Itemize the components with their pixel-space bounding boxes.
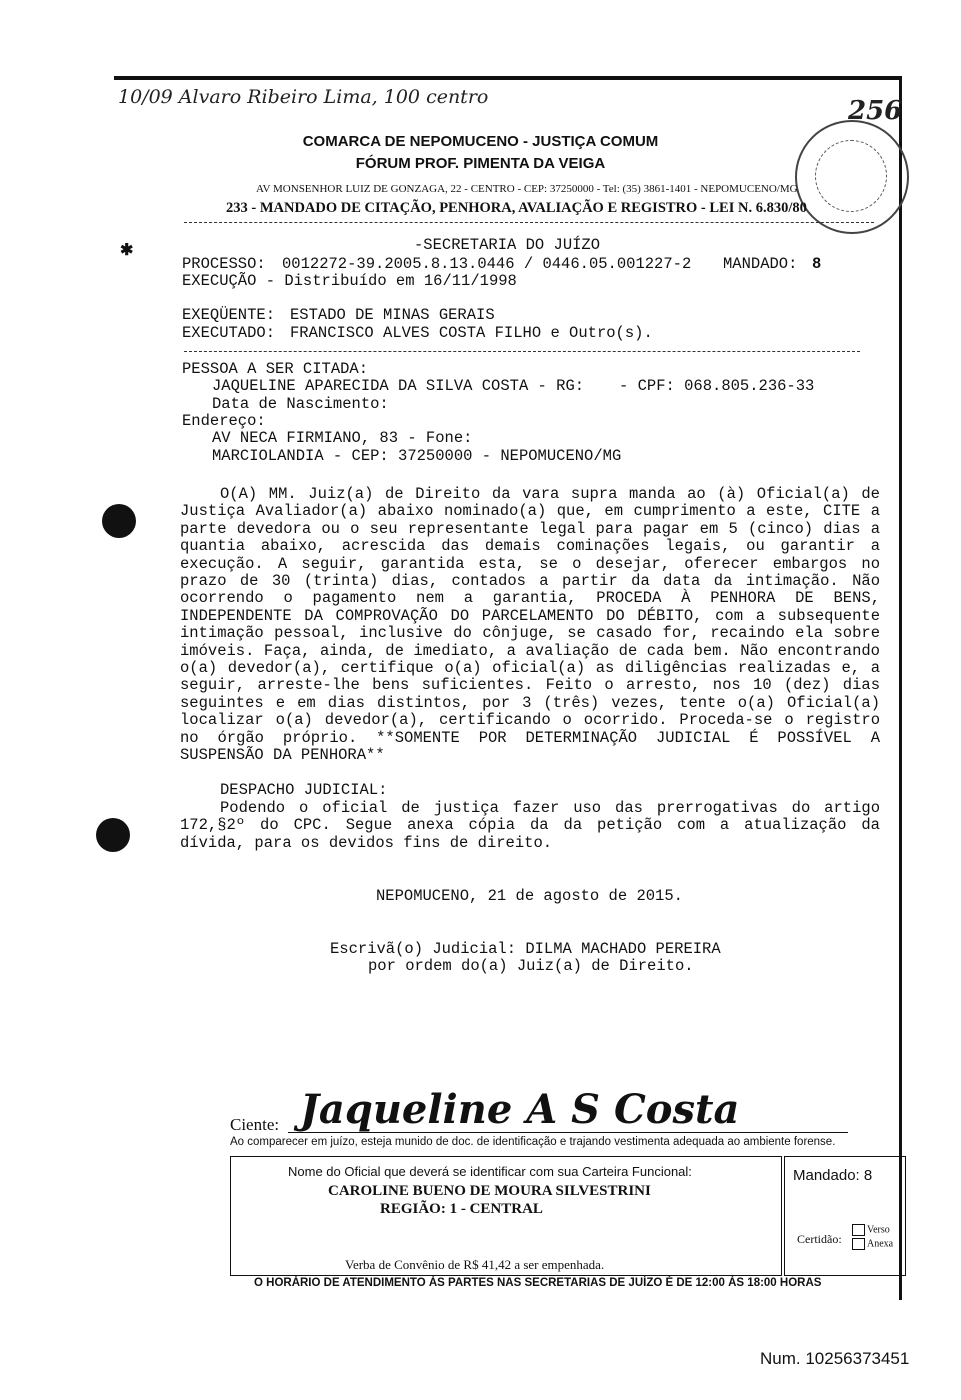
- por-ordem-line: por ordem do(a) Juiz(a) de Direito.: [368, 957, 694, 975]
- escrivao-line: Escrivã(o) Judicial: DILMA MACHADO PEREIRA: [330, 940, 721, 958]
- execucao-line: EXECUÇÃO - Distribuído em 16/11/1998: [182, 272, 517, 290]
- local-data: NEPOMUCENO, 21 de agosto de 2015.: [376, 887, 683, 905]
- endereco-label: Endereço:: [182, 412, 266, 430]
- regiao-label: REGIÃO: 1 - CENTRAL: [380, 1201, 543, 1217]
- document-number: Num. 10256373451: [760, 1349, 910, 1368]
- pessoa-nome: JAQUELINE APARECIDA DA SILVA COSTA - RG:: [212, 377, 585, 395]
- endereco-value: AV NECA FIRMIANO, 83 - Fone:: [212, 429, 473, 447]
- processo-label: PROCESSO:: [182, 255, 266, 273]
- bairro-value: MARCIOLANDIA - CEP: 37250000 - NEPOMUCENO/MG: [212, 447, 622, 465]
- certidao-anexa: [852, 1238, 893, 1250]
- ciente-signature: Jaqueline A S Costa: [300, 1086, 740, 1133]
- executado-label: EXECUTADO:: [182, 324, 276, 342]
- exequente-value: ESTADO DE MINAS GERAIS: [290, 306, 495, 324]
- exequente-label: EXEQÜENTE:: [182, 306, 276, 324]
- executado-value: FRANCISCO ALVES COSTA FILHO e Outro(s).: [290, 324, 653, 342]
- mandate-body: O(A) MM. Juiz(a) de Direito da vara supra manda ao (à) Oficial(a) de Justiça Avaliador(a) abaixo nominado(a) que, em cumprimento a este, CITE a parte devedora ou o seu representante legal para pagar em 5 (cinco) dias a quantia abaixo, acrescida das demais cominações legais, ou garantir a execução. A seguir, garantida esta, se o desejar, oferecer embargos no prazo de 30 (trinta) dias, contados a partir da data da intimação. Não ocorrendo o pagamento nem a garantia, PROCEDA À PENHORA DE BENS, INDEPENDENTE DA COMPROVAÇÃO DO PARCELAMENTO DO DÉBITO, com a subsequente intimação pessoal, inclusive do cônjuge, se casado for, recaindo ela sobre imóveis. Faça, ainda, de imediato, a avaliação de cada bem. Não encontrando o(a) devedor(a), certifique o(a) oficial(a) as diligências realizadas e, a seguir, arreste-lhe bens suficientes. Feito o arresto, nos 10 (dez) dias seguintes e em dias distintos, por 3 (três) vezes, tente o(a) Oficial(a) localizar o(a) devedor(a), certificando o ocorrido. Proceda-se o registro no órgão próprio. **SOMENTE POR DETERMINAÇÃO JUDICIAL É POSSÍVEL A SUSPENSÃO DA PENHORA**: [180, 485, 880, 765]
- oficial-label: Nome do Oficial que deverá se identificar com sua Carteira Funcional:: [288, 1164, 692, 1179]
- horario-atendimento: O HORÁRIO DE ATENDIMENTO ÀS PARTES NAS SECRETARIAS DE JUÍZO É DE 12:00 ÀS 18:00 HORAS: [254, 1277, 822, 1289]
- verba-convenio: Verba de Convênio de R$ 41,42 a ser empenhada.: [345, 1257, 605, 1272]
- document-title: 233 - MANDADO DE CITAÇÃO, PENHORA, AVALIAÇÃO E REGISTRO - LEI N. 6.830/80: [226, 200, 807, 216]
- certidao-verso: [852, 1224, 890, 1236]
- despacho-label: DESPACHO JUDICIAL:: [220, 781, 388, 799]
- punch-hole-lower: [96, 818, 130, 852]
- header-comarca: COMARCA DE NEPOMUCENO - JUSTIÇA COMUM: [302, 133, 659, 150]
- verso-checkbox[interactable]: [852, 1224, 865, 1236]
- processo-number: 0012272-39.2005.8.13.0446 / 0446.05.001227-2: [282, 255, 692, 273]
- parties-divider: [184, 351, 860, 352]
- page-number-handwritten: 256: [848, 96, 903, 126]
- margin-mark: ✱: [120, 242, 134, 259]
- punch-hole-upper: [102, 504, 136, 538]
- page-border-top: [114, 76, 901, 80]
- handwritten-note: 10/09 Alvaro Ribeiro Lima, 100 centro: [118, 86, 489, 108]
- signature-line: [288, 1132, 848, 1133]
- vestimenta-aviso: Ao comparecer em juízo, esteja munido de doc. de identificação e trajando vestimenta adequada ao ambiente forense.: [230, 1136, 836, 1148]
- pessoa-cpf: - CPF: 068.805.236-33: [619, 377, 815, 395]
- page-border-right: [899, 76, 902, 1300]
- oficial-nome: CAROLINE BUENO DE MOURA SILVESTRINI: [328, 1183, 651, 1199]
- header-forum: FÓRUM PROF. PIMENTA DA VEIGA: [355, 155, 606, 172]
- certidao-label: Certidão:: [797, 1232, 842, 1246]
- secretaria-label: -SECRETARIA DO JUÍZO: [414, 236, 601, 254]
- pessoa-label: PESSOA A SER CITADA:: [182, 360, 369, 378]
- mandado-label: MANDADO:: [723, 255, 798, 273]
- verso-label: Verso: [867, 1224, 890, 1236]
- data-nascimento-label: Data de Nascimento:: [212, 395, 389, 413]
- anexa-checkbox[interactable]: [852, 1238, 865, 1250]
- header-divider: [184, 222, 874, 223]
- mandado-box-label: Mandado: 8: [793, 1167, 873, 1184]
- anexa-label: Anexa: [867, 1238, 894, 1250]
- court-seal-inner: [815, 140, 887, 212]
- despacho-text: Podendo o oficial de justiça fazer uso das prerrogativas do artigo 172,§2º do CPC. Segue anexa cópia da da petição com a atualização da dívida, para os devidos fins de direito.: [180, 799, 880, 852]
- mandado-number: 8: [812, 255, 822, 273]
- header-address: AV MONSENHOR LUIZ DE GONZAGA, 22 - CENTRO - CEP: 37250000 - Tel: (35) 3861-1401 - NEPOMUCENO/MG: [256, 183, 798, 195]
- ciente-label: Ciente:: [230, 1115, 280, 1134]
